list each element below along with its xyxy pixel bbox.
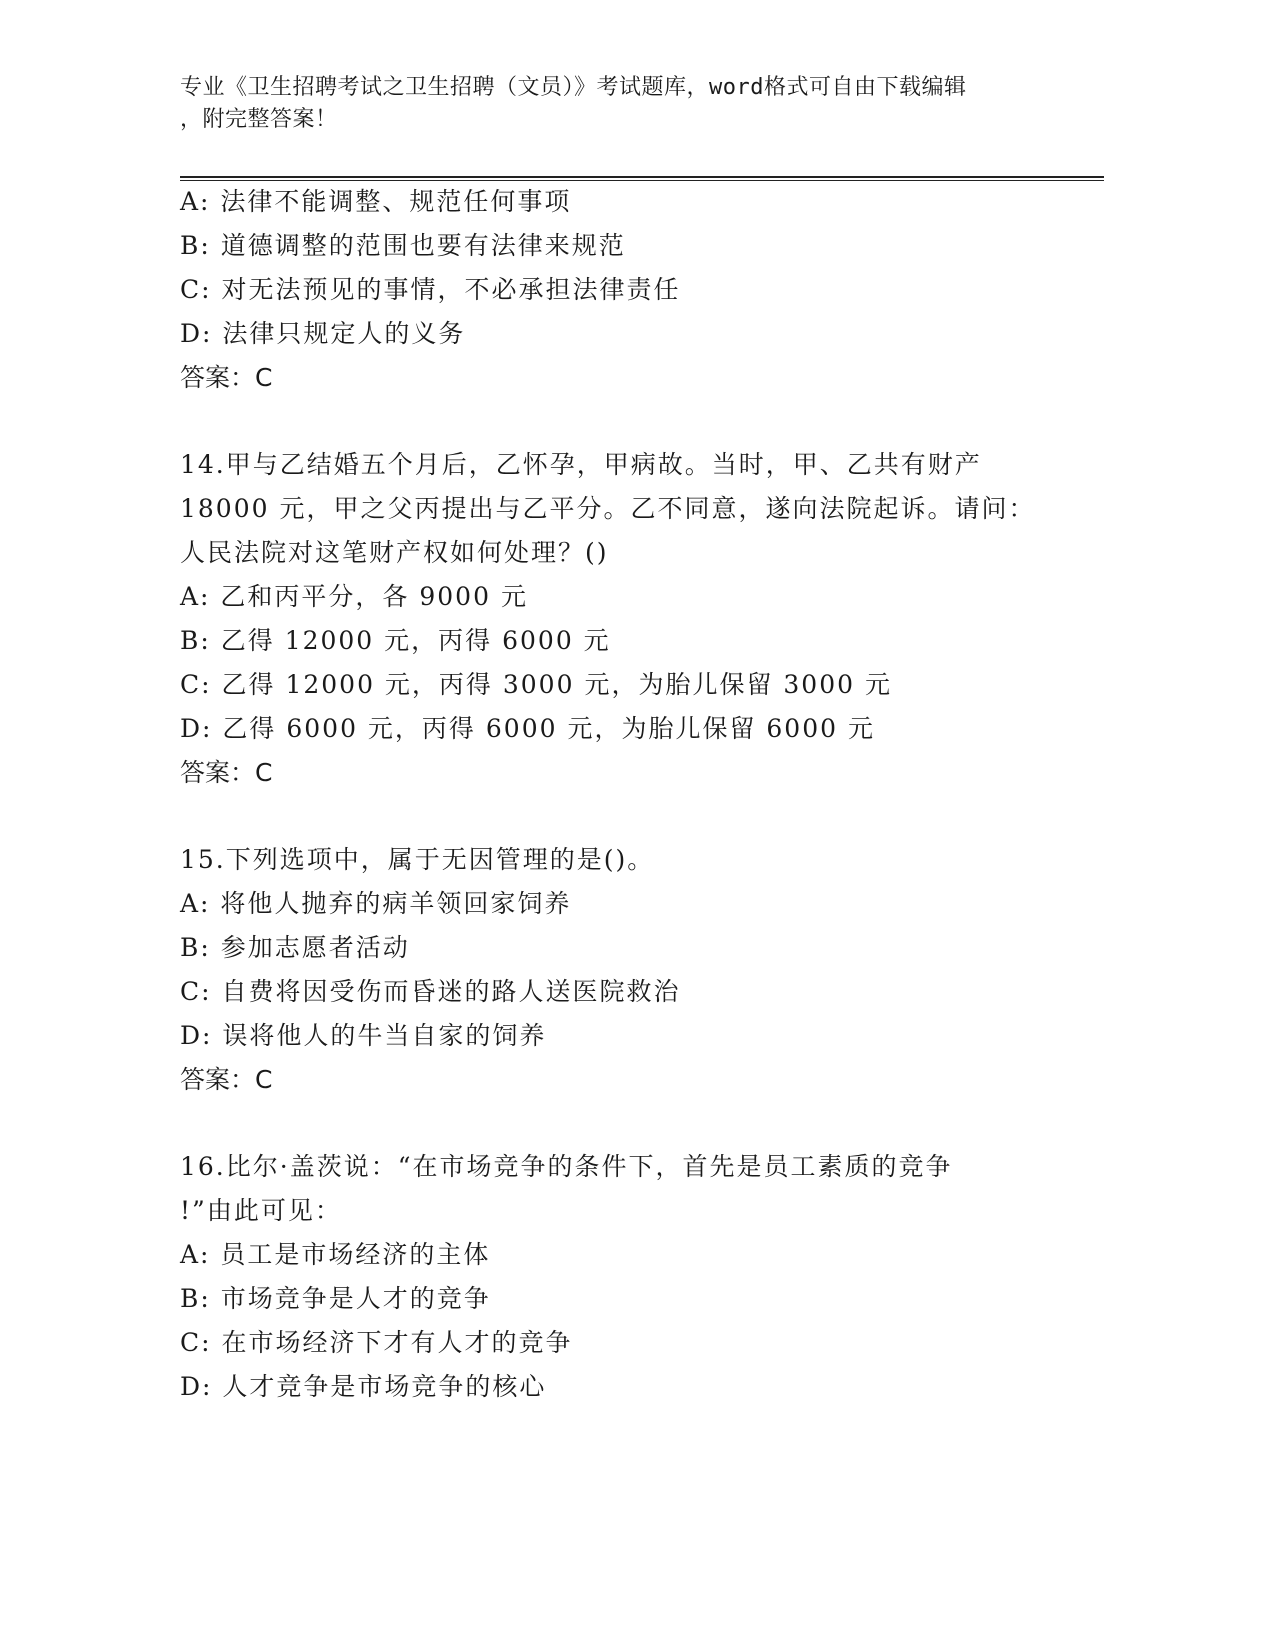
option-c: C: 在市场经济下才有人才的竞争 [180,1328,573,1357]
answer-line: 答案：C [180,758,273,787]
option-c: C: 对无法预见的事情，不必承担法律责任 [180,275,681,304]
option-a: A: 将他人抛弃的病羊领回家饲养 [180,889,572,918]
option-d: D: 法律只规定人的义务 [180,319,466,348]
answer-line: 答案：C [180,1065,273,1094]
question-15 [180,838,1060,1102]
option-a: A: 法律不能调整、规范任何事项 [180,187,572,216]
question-spacer [180,795,1060,838]
question-spacer [180,1102,1060,1145]
option-c: C: 乙得 12000 元，丙得 3000 元，为胎儿保留 3000 元 [180,670,892,699]
question-13 [180,180,1060,400]
question-stem-line: 16.比尔·盖茨说：“在市场竞争的条件下，首先是员工素质的竞争 [180,1152,953,1181]
question-stem-line: 14.甲与乙结婚五个月后，乙怀孕，甲病故。当时，甲、乙共有财产 [180,450,982,479]
option-b: B: 市场竞争是人才的竞争 [180,1284,491,1313]
question-stem-line: !”由此可见： [180,1196,342,1225]
option-c: C: 自费将因受伤而昏迷的路人送医院救治 [180,977,681,1006]
question-stem-line: 15.下列选项中，属于无因管理的是()。 [180,845,655,874]
answer-line: 答案：C [180,363,273,392]
question-list [180,180,1060,1409]
option-b: B: 道德调整的范围也要有法律来规范 [180,231,626,260]
question-14 [180,443,1060,795]
option-d: D: 人才竞争是市场竞争的核心 [180,1372,547,1401]
question-stem-line: 人民法院对这笔财产权如何处理？() [180,538,609,567]
header-title-line-2: ，附完整答案！ [180,107,338,132]
document-header [180,72,1060,136]
option-b: B: 参加志愿者活动 [180,933,410,962]
option-a: A: 员工是市场经济的主体 [180,1240,491,1269]
header-title-line-1: 专业《卫生招聘考试之卫生招聘（文员）》考试题库，word格式可自由下载编辑 [180,75,967,100]
question-stem-line: 18000 元，甲之父丙提出与乙平分。乙不同意，遂向法院起诉。请问： [180,494,1036,523]
question-16 [180,1145,1060,1409]
option-d: D: 乙得 6000 元，丙得 6000 元，为胎儿保留 6000 元 [180,714,875,743]
question-spacer [180,400,1060,443]
option-b: B: 乙得 12000 元，丙得 6000 元 [180,626,611,655]
option-d: D: 误将他人的牛当自家的饲养 [180,1021,547,1050]
option-a: A: 乙和丙平分，各 9000 元 [180,582,528,611]
